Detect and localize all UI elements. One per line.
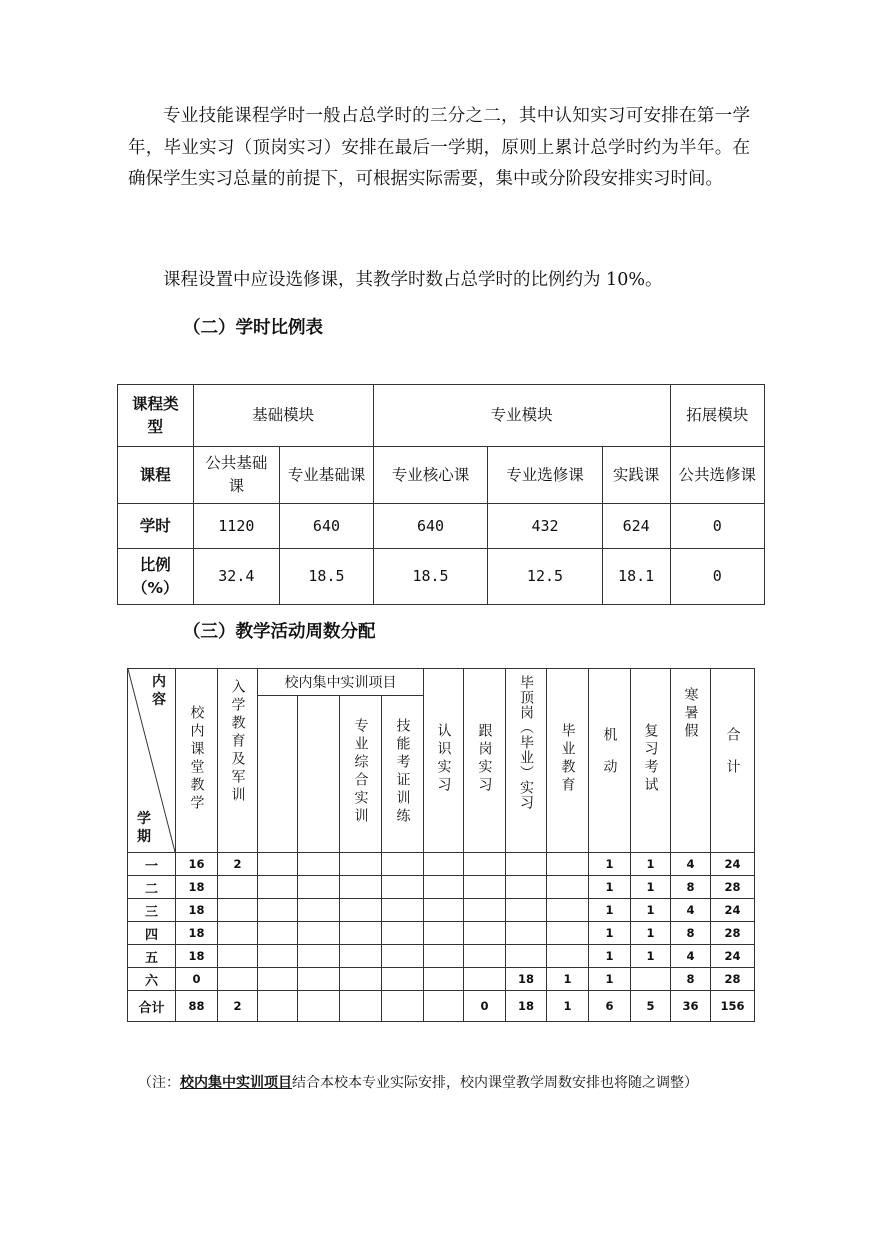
table-cell <box>298 876 340 899</box>
heading-hour-ratio: （二）学时比例表 <box>183 318 323 338</box>
table-cell <box>218 945 258 968</box>
col-military: 入学教育及军训 <box>218 669 258 853</box>
col-total: 合计 <box>711 669 755 853</box>
col-classroom: 校内课堂教学 <box>176 669 218 853</box>
ratio-value: 0 <box>670 549 765 605</box>
table-cell <box>382 991 424 1022</box>
table-cell: 1 <box>589 945 631 968</box>
table-cell: 28 <box>711 968 755 991</box>
term-label: 五 <box>128 945 176 968</box>
module-extension: 拓展模块 <box>670 385 765 447</box>
table-cell: 0 <box>176 968 218 991</box>
corner-term-label: 学期 <box>137 811 151 845</box>
table-cell: 1 <box>589 853 631 876</box>
table-cell <box>258 876 298 899</box>
term-label: 一 <box>128 853 176 876</box>
table-cell <box>547 899 589 922</box>
table-cell: 1 <box>631 922 671 945</box>
table-cell: 36 <box>671 991 711 1022</box>
ratio-label: 比例（%） <box>118 549 194 605</box>
table-cell <box>340 876 382 899</box>
table-cell <box>464 945 506 968</box>
table-cell: 16 <box>176 853 218 876</box>
heading-week-allocation: （三）教学活动周数分配 <box>183 622 376 642</box>
table-cell <box>464 876 506 899</box>
course-label: 课程 <box>118 447 194 504</box>
table-cell <box>424 899 464 922</box>
table-cell: 18 <box>176 945 218 968</box>
table-cell: 1 <box>631 899 671 922</box>
ratio-value: 12.5 <box>488 549 602 605</box>
table-cell <box>218 922 258 945</box>
table-row <box>128 899 755 922</box>
table-cell <box>424 991 464 1022</box>
table-cell <box>506 922 547 945</box>
table-cell <box>424 945 464 968</box>
hours-value: 432 <box>488 504 602 549</box>
table-cell <box>547 853 589 876</box>
table-cell <box>464 922 506 945</box>
table-cell <box>258 991 298 1022</box>
note-prefix: （注： <box>138 1075 180 1091</box>
table-cell <box>547 876 589 899</box>
table-cell: 4 <box>671 899 711 922</box>
course-name: 公共选修课 <box>670 447 765 504</box>
course-name: 公共基础课 <box>193 447 280 504</box>
table-cell: 1 <box>547 968 589 991</box>
term-label: 六 <box>128 968 176 991</box>
table-cell <box>258 922 298 945</box>
table-cell <box>340 945 382 968</box>
table-cell <box>258 853 298 876</box>
course-type-label: 课程类型 <box>118 385 194 447</box>
table-corner-header <box>128 669 176 853</box>
module-professional: 专业模块 <box>373 385 670 447</box>
table-cell: 1 <box>589 899 631 922</box>
table-cell <box>547 945 589 968</box>
term-label: 二 <box>128 876 176 899</box>
col-comprehensive: 专业综合实训 <box>340 696 382 853</box>
table-cell <box>382 922 424 945</box>
ratio-value: 18.1 <box>602 549 670 605</box>
corner-content-label: 内容 <box>152 674 166 708</box>
table-cell: 88 <box>176 991 218 1022</box>
hours-value: 1120 <box>193 504 280 549</box>
table-cell <box>631 968 671 991</box>
table-cell: 18 <box>176 922 218 945</box>
col-graduation-intern: 毕顶岗（毕业）实习 <box>506 669 547 853</box>
table-cell <box>506 853 547 876</box>
course-name: 专业核心课 <box>373 447 487 504</box>
ratio-value: 32.4 <box>193 549 280 605</box>
table-cell <box>382 968 424 991</box>
table-cell <box>506 876 547 899</box>
course-name: 专业选修课 <box>488 447 602 504</box>
table-cell: 24 <box>711 945 755 968</box>
col-cognition: 认识实习 <box>424 669 464 853</box>
table-row <box>128 968 755 991</box>
table-cell: 6 <box>589 991 631 1022</box>
table-cell: 4 <box>671 945 711 968</box>
table-cell: 0 <box>464 991 506 1022</box>
table-cell: 8 <box>671 968 711 991</box>
hours-value: 0 <box>670 504 765 549</box>
paragraph-practice-hours: 专业技能课程学时一般占总学时的三分之二，其中认知实习可安排在第一学年，毕业实习（顶岗实习）安排在最后一学期，原则上累计总学时约为半年。在确保学生实习总量的前提下，可根据实际需要，集中或分阶段安排实习时间。 <box>128 106 750 189</box>
table-cell <box>258 968 298 991</box>
table-cell: 28 <box>711 876 755 899</box>
table-cell <box>547 922 589 945</box>
table-cell <box>340 853 382 876</box>
table-cell <box>340 968 382 991</box>
col-flexible: 机动 <box>589 669 631 853</box>
table-cell: 1 <box>631 853 671 876</box>
table-cell <box>298 945 340 968</box>
table-cell <box>464 968 506 991</box>
table-cell <box>258 899 298 922</box>
ratio-value: 18.5 <box>373 549 487 605</box>
table-cell: 24 <box>711 853 755 876</box>
table-cell <box>340 991 382 1022</box>
table-cell <box>298 991 340 1022</box>
ratio-value: 18.5 <box>280 549 374 605</box>
table-cell <box>464 853 506 876</box>
table-cell: 2 <box>218 853 258 876</box>
table-cell: 28 <box>711 922 755 945</box>
table-cell <box>340 922 382 945</box>
col-review-exam: 复习考试 <box>631 669 671 853</box>
table-cell: 1 <box>589 876 631 899</box>
table-row <box>128 853 755 876</box>
hours-value: 640 <box>280 504 374 549</box>
course-name: 实践课 <box>602 447 670 504</box>
hours-value: 640 <box>373 504 487 549</box>
col-graduation-edu: 毕业教育 <box>547 669 589 853</box>
module-basic: 基础模块 <box>193 385 373 447</box>
table-cell: 8 <box>671 876 711 899</box>
col-training-group: 校内集中实训项目 <box>258 669 424 696</box>
table-cell <box>424 968 464 991</box>
course-name: 专业基础课 <box>280 447 374 504</box>
table-cell <box>298 922 340 945</box>
table-cell <box>382 899 424 922</box>
table-cell <box>218 876 258 899</box>
table-row <box>128 922 755 945</box>
table-row <box>128 991 755 1022</box>
table-cell: 1 <box>589 922 631 945</box>
table-cell: 1 <box>631 876 671 899</box>
table-note <box>138 1072 698 1092</box>
table-cell <box>506 899 547 922</box>
table-cell <box>424 922 464 945</box>
table-cell: 18 <box>506 991 547 1022</box>
table-cell <box>298 853 340 876</box>
table-row <box>128 945 755 968</box>
table-cell <box>298 968 340 991</box>
hour-ratio-table <box>117 384 765 605</box>
term-label: 合计 <box>128 991 176 1022</box>
col-vacation: 寒暑假 <box>671 669 711 853</box>
table-cell <box>424 876 464 899</box>
term-label: 四 <box>128 922 176 945</box>
col-training-blank-2 <box>298 696 340 853</box>
table-cell <box>340 899 382 922</box>
table-cell: 1 <box>631 945 671 968</box>
table-row <box>128 876 755 899</box>
table-cell: 18 <box>176 876 218 899</box>
table-cell: 2 <box>218 991 258 1022</box>
note-suffix: 结合本校本专业实际安排，校内课堂教学周数安排也将随之调整） <box>292 1075 698 1091</box>
table-cell: 18 <box>506 968 547 991</box>
table-cell: 18 <box>176 899 218 922</box>
table-cell <box>258 945 298 968</box>
col-skill-cert: 技能考证训练 <box>382 696 424 853</box>
table-cell <box>218 968 258 991</box>
col-follow: 跟岗实习 <box>464 669 506 853</box>
table-cell <box>424 853 464 876</box>
table-cell <box>464 899 506 922</box>
table-cell <box>506 945 547 968</box>
term-label: 三 <box>128 899 176 922</box>
table-cell: 1 <box>547 991 589 1022</box>
week-allocation-table <box>127 668 755 1022</box>
table-cell: 8 <box>671 922 711 945</box>
table-cell <box>218 899 258 922</box>
table-cell <box>382 853 424 876</box>
table-cell: 156 <box>711 991 755 1022</box>
table-cell: 5 <box>631 991 671 1022</box>
table-cell <box>298 899 340 922</box>
table-cell: 1 <box>589 968 631 991</box>
hours-label: 学时 <box>118 504 194 549</box>
table-cell <box>382 876 424 899</box>
col-training-blank-1 <box>258 696 298 853</box>
table-cell <box>382 945 424 968</box>
hours-value: 624 <box>602 504 670 549</box>
table-cell: 4 <box>671 853 711 876</box>
paragraph-electives: 课程设置中应设选修课，其教学时数占总学时的比例约为 10%。 <box>163 270 663 290</box>
table-cell: 24 <box>711 899 755 922</box>
note-highlight: 校内集中实训项目 <box>180 1075 292 1091</box>
